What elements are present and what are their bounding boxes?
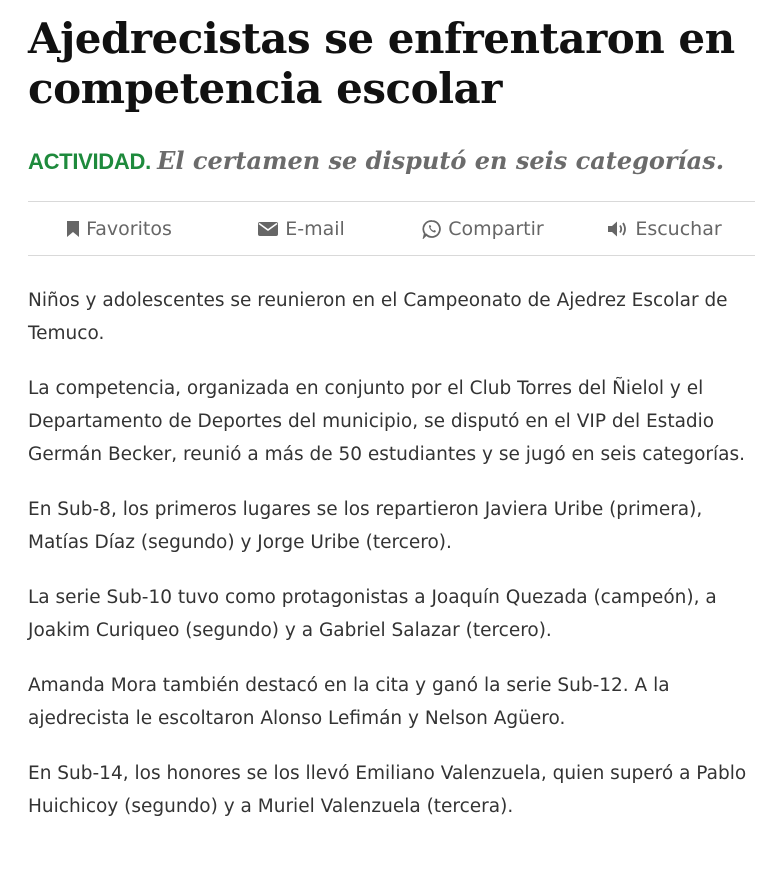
whatsapp-icon <box>422 219 442 239</box>
envelope-icon <box>257 221 279 237</box>
title-line-2: competencia escolar <box>28 64 502 113</box>
speaker-icon <box>607 220 629 238</box>
bookmark-icon <box>66 220 80 238</box>
kicker-label: ACTIVIDAD. <box>28 149 151 174</box>
paragraph: Niños y adolescentes se reunieron en el Campeonato de Ajedrez Escolar de Temuco. <box>28 290 728 344</box>
share-toolbar <box>28 201 755 256</box>
article-title <box>28 14 755 114</box>
article-body <box>28 284 755 823</box>
paragraph: Amanda Mora también destacó en la cita y ganó la serie Sub-12. A la ajedrecista le escoltaron Alonso Lefimán y Nelson Agüero. <box>28 675 670 729</box>
paragraph: En Sub-8, los primeros lugares se los repartieron Javiera Uribe (primera), Matías Díaz (segundo) y Jorge Uribe (tercero). <box>28 499 703 553</box>
share-label: Compartir <box>448 217 544 240</box>
paragraph: La competencia, organizada en conjunto por el Club Torres del Ñielol y el Departamento de Deportes del municipio, se disputó en el VIP del Estadio Germán Becker, reunió a más de 50 estudiantes y se jugó en seis categorías. <box>28 378 746 465</box>
favorites-label: Favoritos <box>86 217 172 240</box>
listen-button[interactable] <box>574 218 755 240</box>
paragraph: La serie Sub-10 tuvo como protagonistas a Joaquín Quezada (campeón), a Joakim Curiqueo (segundo) y a Gabriel Salazar (tercero). <box>28 587 717 641</box>
lead-text: El certamen se disputó en seis categorías. <box>157 146 725 175</box>
email-button[interactable] <box>210 218 392 240</box>
listen-label: Escuchar <box>635 217 722 240</box>
article-subtitle <box>28 144 755 179</box>
title-line-1: Ajedrecistas se enfrentaron en <box>28 14 735 63</box>
email-label: E-mail <box>285 217 345 240</box>
article <box>28 0 755 845</box>
favorites-button[interactable] <box>28 218 210 240</box>
share-button[interactable] <box>392 218 574 240</box>
paragraph: En Sub-14, los honores se los llevó Emiliano Valenzuela, quien superó a Pablo Huichicoy (segundo) y a Muriel Valenzuela (tercera). <box>28 763 747 817</box>
